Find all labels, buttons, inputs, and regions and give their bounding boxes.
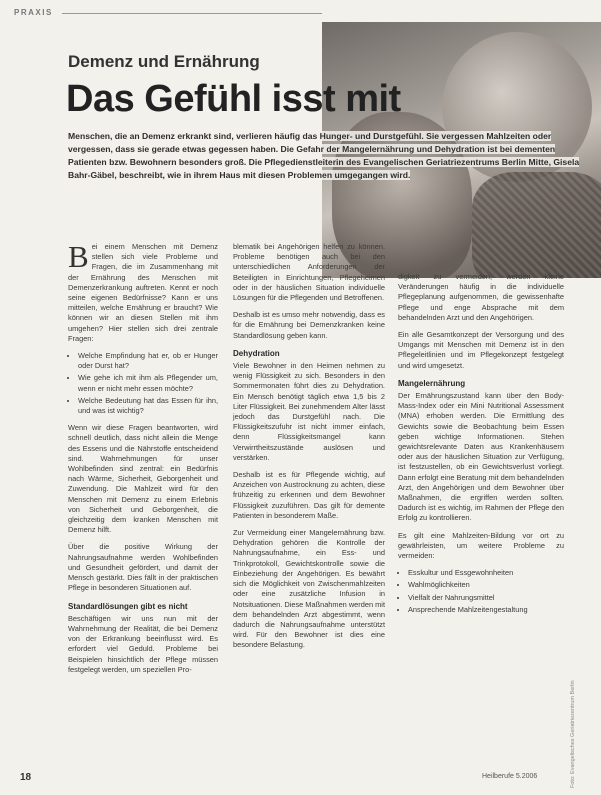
footer-issue: Heilberufe 5.2006	[482, 773, 538, 780]
paragraph: blematik bei Angehörigen helfen zu können. Probleme benötigen auch bei den unterschiedlichen Anforderungen der Beteiligten in Einrichtungen, Pflegeheimen oder in der häuslichen Situation individuelle Lösungen für die Pflegenden und Betroffenen.	[233, 242, 385, 303]
paragraph: Deshalb ist es für Pflegende wichtig, auf Anzeichen von Austrocknung zu achten, diese frühzeitig zu erkennen und dem Bewohner Flüssigkeit zuzuführen. Das gilt für demente Patienten in besonderem Maße.	[233, 470, 385, 520]
subheading: Dehydration	[233, 348, 280, 358]
paragraph: Es gilt eine Mahlzeiten-Bildung vor ort zu gewährleisten, um weitere Probleme zu vermeiden:	[398, 530, 564, 561]
article-lead	[68, 130, 580, 182]
photo-credit	[566, 620, 576, 790]
paragraph: Ein alle Gesamtkonzept der Versorgung und des Umgangs mit Menschen mit Demenz ist in den Pflegeleitlinien und im Pflegekonzept festgelegt und wird umgesetzt.	[398, 330, 564, 370]
paragraph: Wenn wir diese Fragen beantworten, wird schnell deutlich, dass nicht allein die Menge des Essens und die Nährstoffe entscheidend sind. Wahrnehmungen für unser Wohlbefinden sind zentral: ein Bedürfnis nach Wärme, Sicherheit, Geborgenheit und Zuwendung. Die Mahlzeit wird für den Menschen mit Demenz zu einem Erlebnis von Sicherheit und Geborgenheit, die gleichzeitig dem kranken Menschen mit Demenz hilft.	[68, 423, 218, 535]
bullet-list	[68, 351, 218, 416]
subheading: Mangelernährung	[398, 378, 466, 388]
drop-cap: B	[68, 239, 89, 274]
paragraph: Beschäftigen wir uns nun mit der Wahrnehmung der Realität, die bei Demenz von der Erkrankung beeinflusst wird. Es erfordert viel Geduld. Probleme bei Beispielen hinsichtlich der Pflege müssen festgelegt werden, um speziellen Pro-	[68, 613, 218, 674]
paragraph-text: ei einem Menschen mit Demenz stellen sich viele Probleme und Fragen, die im Zusammenhang mit der Ernährung des Menschen mit Demenzerkrankung auftreten. Kennt er noch seine eigenen Bedürfnisse? Kann er uns mitteilen, welche Ernährung er braucht? Wie können wir an diesen Stellen mit ihm umgehen? Hier stellen sich drei zentrale Fragen:	[68, 242, 218, 343]
paragraph: Deshalb ist es umso mehr notwendig, dass es für die Ernährung bei Demenzkranken keine Standardlösung geben kann.	[233, 310, 385, 340]
list-item: • Wie gehe ich mit ihm als Pflegender um, wenn er nicht mehr essen möchte?	[78, 373, 218, 393]
top-bar	[0, 0, 601, 24]
text-column-1	[68, 239, 218, 682]
photo-shape	[472, 172, 601, 278]
photo-credit-text: Foto: Evangelisches Geriatriezentrum Berlin	[570, 680, 576, 788]
section-rule	[62, 13, 322, 14]
paragraph: Viele Bewohner in den Heimen nehmen zu wenig Flüssigkeit zu sich. Besonders in den Sommermonaten führt dies zu Dehydration. Ein Mensch benötigt täglich etwa 1,5 bis 2 Liter Flüssigkeit. Bei zunehmendem Alter lässt jedoch das Durstgefühl nach. Die Flüssigkeitszufuhr ist nicht immer einfach, denn Flüssigkeitsmangel kann Verwirrtheitszustände auslösen und verstärken.	[233, 361, 385, 462]
paragraph: Über die positive Wirkung der Nahrungsaufnahme werden Wohlbefinden und Gesundheit gefördert, und damit der Mensch gestärkt. Dies fällt in der praktischen Pflege in besonderen Situationen auf.	[68, 542, 218, 593]
paragraph	[68, 239, 218, 344]
list-item: • Vielfalt der Nahrungsmittel	[408, 593, 564, 603]
text-column-3	[398, 272, 564, 622]
list-item: • Ansprechende Mahlzeitengestaltung	[408, 605, 564, 615]
paragraph: digkeit zu vermeiden, werden kleine Veränderungen häufig in die individuelle Pflegeplanung aufgenommen, die gewissenhafte Pflege und enge Absprache mit dem behandelnden Arzt und den Angehörigen.	[398, 272, 564, 322]
article-kicker: Demenz und Ernährung	[68, 52, 260, 71]
list-item: • Esskultur und Essgewohnheiten	[408, 568, 564, 578]
section-label: PRAXIS	[14, 8, 53, 17]
subheading: Standardlösungen gibt es nicht	[68, 601, 188, 611]
list-item: • Wahlmöglichkeiten	[408, 580, 564, 590]
paragraph: Der Ernährungszustand kann über den Body-Mass-Index oder ein Mini Nutritional Assessment (MNA) erhoben werden. Die Ermittlung des Gewichts sowie die Beobachtung beim Essen geben wichtige Informationen. Stehen gewichtsrelevante Daten aus Krankenhäusern oder aus der häuslichen Situation zur Verfügung, ist festzustellen, ob ein Gewichtsverlust vorliegt. Dann erfolgt eine Beratung mit dem behandelnden Arzt, den Angehörigen und dem Bewohner über Maßnahmen, die ergriffen werden sollten. Dadurch ist es wichtig, im Rahmen der Pflege den Erfolg zu kontrollieren.	[398, 391, 564, 523]
paragraph: Zur Vermeidung einer Mangelernährung bzw. Dehydration gehören die Kontrolle der Nahrungsaufnahme, ein Ess- und Trinkprotokoll, Gewichtskontrolle sowie die Einbeziehung der Angehörigen. Es bewährt sich die Möglichkeit von Zwischenmahlzeiten oder eine zusätzliche Infusion in Notsituationen. Diese Maßnahmen werden mit dem behandelnden Arzt abgestimmt, wenn dadurch die Nahrungsaufnahme unterstützt wird. Für den Bewohner ist dies eine besondere Belastung.	[233, 528, 385, 650]
text-column-2	[233, 242, 385, 658]
bullet-list	[398, 568, 564, 615]
lead-text: Menschen, die an Demenz erkrankt sind, verlieren häufig das Hunger- und Durstgefühl. Sie vergessen Mahlzeiten oder vergessen, dass sie gerade etwas gegessen haben. Die Gefahr der Mangelernährung und Dehydration ist bei dementen Patienten bzw. Bewohnern besonders groß. Die Pflegedienstleiterin des Evangelischen Geriatriezentrums Berlin Mitte, Gisela Bahr-Gäbel, beschreibt, wie in ihrem Haus mit diesen Problemen umgegangen wird.	[68, 131, 580, 180]
article-headline: Das Gefühl isst mit	[66, 78, 401, 120]
list-item: • Welche Empfindung hat er, ob er Hunger oder Durst hat?	[78, 351, 218, 371]
page-number: 18	[20, 772, 32, 783]
list-item: • Welche Bedeutung hat das Essen für ihn, und was ist wichtig?	[78, 396, 218, 416]
